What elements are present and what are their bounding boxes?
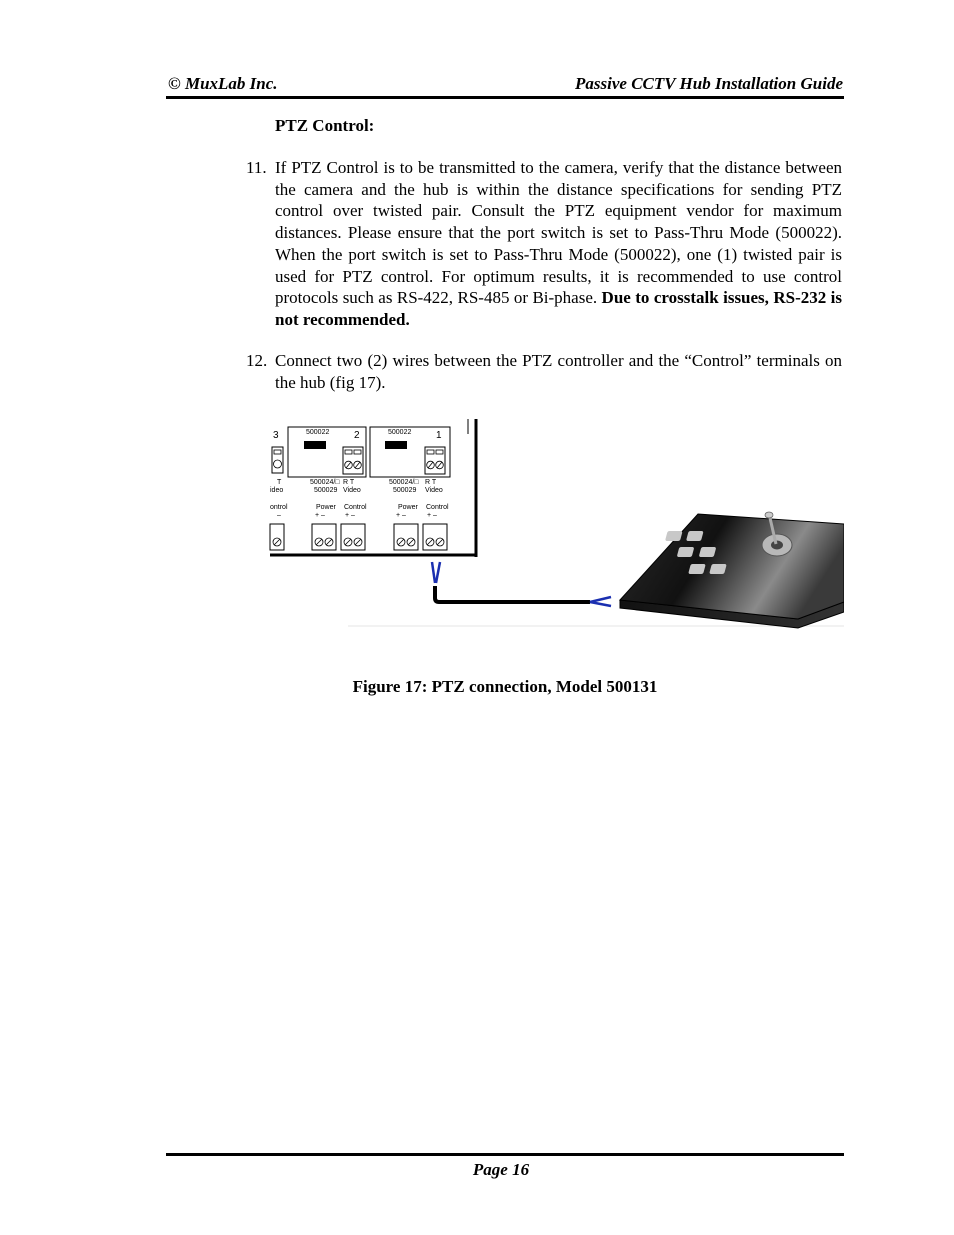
- model-label: 500024/□: [389, 479, 419, 486]
- power-sign: + –: [315, 512, 325, 519]
- control-label: Control: [426, 504, 449, 511]
- ptz-controller-keyboard: [620, 512, 844, 628]
- control-sign: + –: [427, 512, 437, 519]
- control-label: Control: [344, 504, 367, 511]
- list-item: [246, 157, 842, 331]
- header-document-title: Passive CCTV Hub Installation Guide: [575, 74, 843, 93]
- list-item-number: 12.: [246, 351, 268, 370]
- power-sign: + –: [396, 512, 406, 519]
- section-title: PTZ Control:: [275, 116, 375, 135]
- video-connector: [272, 447, 283, 473]
- port-label: ontrol: [270, 504, 288, 511]
- page-header: [166, 74, 843, 96]
- video-label: Video: [425, 487, 443, 494]
- control-sign: + –: [345, 512, 355, 519]
- list-item-body: If PTZ Control is to be transmitted to the camera, verify that the distance between the camera and the hub is within the distance specifications for sending PTZ control over twisted pair. Consult the PTZ equipment vendor for maximum distances. Please ensure that the port switch is set to Pass-Thru Mode (500022). When the port switch is set to Pass-Thru Mode (500022), one (1) twisted pair is used for PTZ control. For optimum results, it is recommended to use control protocols such as RS-422, RS-485 or Bi-phase.: [275, 158, 842, 308]
- model-label: 500029: [314, 487, 338, 494]
- port-number: 1: [436, 430, 442, 441]
- ptz-connection-figure: [268, 414, 844, 630]
- footer-rule: [166, 1153, 844, 1156]
- header-rule: [166, 96, 844, 99]
- rt-label: R T: [343, 479, 355, 486]
- rt-label: R T: [425, 479, 437, 486]
- list-item-number: 11.: [246, 158, 267, 177]
- port-number: 2: [354, 430, 360, 441]
- page-number: Page 16: [472, 1160, 530, 1179]
- power-terminal-block: [312, 524, 336, 550]
- switch-label: 500022: [388, 429, 412, 436]
- hub-panel: [270, 419, 476, 557]
- model-label: 500029: [393, 487, 417, 494]
- list-item-body: Connect two (2) wires between the PTZ controller and the “Control” terminals on the hub (fig 17).: [275, 351, 842, 392]
- terminal-block: [270, 524, 284, 550]
- list-item-text: [275, 157, 842, 331]
- power-label: Power: [398, 504, 418, 511]
- control-terminal-block: [341, 524, 365, 550]
- list-item-bold-note: Due to crosstalk issues, RS-232 is not recommended.: [275, 288, 842, 329]
- power-label: Power: [316, 504, 336, 511]
- model-label: 500024/□: [310, 479, 340, 486]
- switch-label: 500022: [306, 429, 330, 436]
- port-label: ideo: [270, 487, 284, 494]
- port-switch: [385, 441, 407, 449]
- figure-caption: Figure 17: PTZ connection, Model 500131: [352, 677, 658, 696]
- video-connector: [425, 447, 445, 474]
- port-label: –: [277, 512, 281, 519]
- port-switch: [304, 441, 326, 449]
- power-terminal-block: [394, 524, 418, 550]
- header-company: © MuxLab Inc.: [168, 74, 278, 93]
- video-connector: [343, 447, 363, 474]
- ptz-diagram: [268, 414, 844, 630]
- list-item-text: [275, 350, 842, 393]
- video-label: Video: [343, 487, 361, 494]
- control-terminal-block: [423, 524, 447, 550]
- port-label: T: [277, 479, 282, 486]
- list-item: [246, 350, 842, 393]
- port-number: 3: [273, 430, 279, 441]
